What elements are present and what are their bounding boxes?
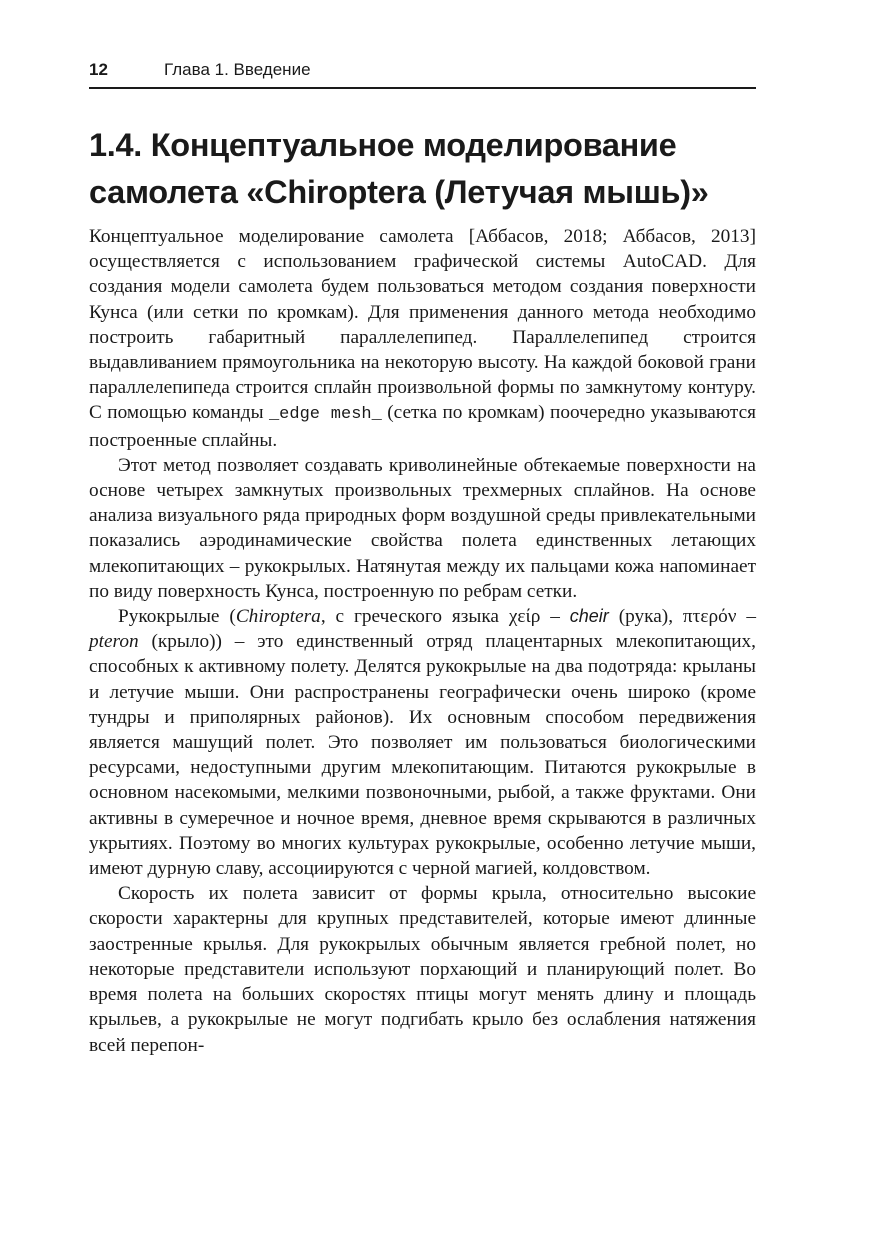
paragraph-1-text-b: (сетка по кромкам) поочередно указываются построенные сплайны. bbox=[89, 402, 757, 451]
paragraph-3 bbox=[89, 604, 756, 881]
section-heading-line-2: самолета «Chiroptera (Летучая мышь)» bbox=[89, 174, 709, 210]
command-edge-mesh: _edge mesh_ bbox=[268, 405, 382, 425]
paragraph-3-text-d: (рука), bbox=[608, 606, 683, 628]
page-number: 12 bbox=[89, 60, 108, 79]
book-page bbox=[89, 60, 756, 1058]
paragraph-3-dash-1: – bbox=[540, 606, 570, 628]
paragraph-3-text-b: , с греческого языка bbox=[320, 606, 509, 628]
greek-pteron: πτερόν bbox=[682, 606, 737, 628]
term-pteron: pteron bbox=[89, 631, 139, 653]
paragraph-3-text-a: Рукокрылые ( bbox=[118, 606, 236, 628]
section-heading bbox=[89, 122, 756, 216]
chapter-title: Глава 1. Введение bbox=[164, 60, 311, 79]
term-chiroptera: Chiroptera bbox=[235, 606, 321, 628]
running-header bbox=[89, 60, 756, 89]
body-text bbox=[89, 224, 756, 1058]
term-cheir: cheir bbox=[569, 606, 609, 627]
paragraph-2: Этот метод позволяет создавать криволинейные обтекаемые поверхности на основе четырех замкнутых произвольных трехмерных сплайнов. На основе анализа визуального ряда природных форм воздушной среды привлекательными показались аэродинамические свойства полета единственных летающих млекопитающих – рукокрылых. Натянутая между их пальцами кожа напоминает по виду поверхность Кунса, построенную по ребрам сетки. bbox=[89, 454, 756, 602]
paragraph-3-dash-2: – bbox=[736, 606, 757, 628]
greek-cheir: χείρ bbox=[508, 606, 541, 628]
paragraph-1-text-a: Концептуальное моделирование самолета [Аббасов, 2018; Аббасов, 2013] осуществляется с использованием графической системы AutoCAD. Для создания модели самолета будем пользоваться методом создания поверхности Кунса (или сетки по кромкам). Для применения данного метода необходимо построить габаритный параллелепипед. Параллелепипед строится выдавливанием прямоугольника на некоторую высоту. На каждой боковой грани параллелепипеда строится сплайн произвольной формы по замкнутому контуру. С помощью команды bbox=[89, 226, 756, 424]
section-heading-line-1: 1.4. Концептуальное моделирование bbox=[89, 127, 677, 163]
paragraph-1 bbox=[89, 224, 756, 453]
paragraph-3-text-f: (крыло)) – это единственный отряд плацентарных млекопитающих, способных к активному полету. Делятся рукокрылые на два подотряда: крыланы и летучие мыши. Они распространены географически очень широко (кроме тундры и приполярных районов). Их основным способом передвижения является машущий полет. Это позволяет им пользоваться биологическими ресурсами, недоступными другим млекопитающим. Питаются рукокрылые в основном насекомыми, мелкими позвоночными, рыбой, а также фруктами. Они активны в сумеречное и ночное время, дневное время скрываются в различных укрытиях. Поэтому во многих культурах рукокрылые, особенно летучие мыши, имеют дурную славу, ассоциируются с черной магией, колдовством. bbox=[89, 631, 756, 880]
paragraph-4: Скорость их полета зависит от формы крыла, относительно высокие скорости характерны для крупных представителей, которые имеют длинные заостренные крылья. Для рукокрылых обычным является гребной полет, но некоторые представители используют порхающий и планирующий полет. Во время полета на больших скоростях птицы могут менять длину и площадь крыльев, а рукокрылые не могут подгибать крыло без ослабления натяжения всей перепон- bbox=[89, 883, 756, 1056]
